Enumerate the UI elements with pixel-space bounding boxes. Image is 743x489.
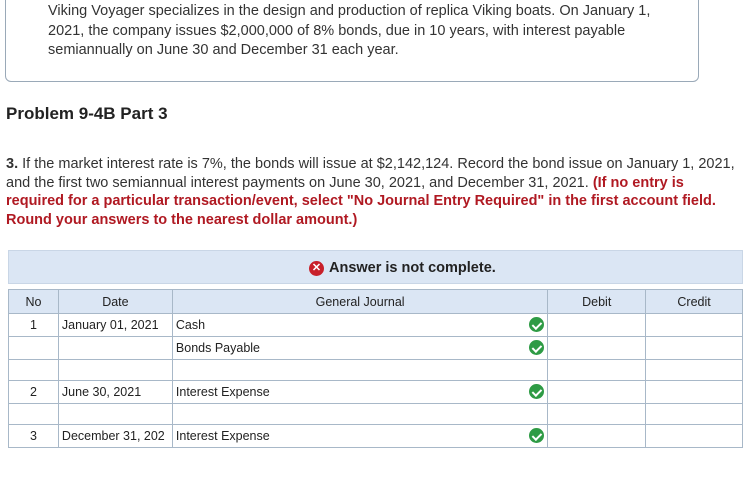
header-general-journal: General Journal [172, 290, 547, 314]
table-row [9, 381, 743, 404]
spacer-cell [9, 360, 59, 381]
credit-input[interactable] [646, 337, 743, 360]
account-name: Interest Expense [175, 429, 270, 443]
check-icon [529, 384, 544, 399]
spacer-cell [172, 404, 547, 425]
spacer-cell [9, 404, 59, 425]
debit-input[interactable] [548, 314, 646, 337]
check-icon [529, 317, 544, 332]
problem-title: Problem 9-4B Part 3 [6, 104, 168, 123]
question-instruction: (If no entry is required for a particular transaction/event, select "No Journal Entry Required" in the first account field. Round your answers to the nearest dollar amount.) [6, 174, 716, 228]
account-select[interactable] [172, 337, 547, 360]
answer-status-text: Answer is not complete. [329, 260, 496, 276]
table-spacer-row [9, 404, 743, 425]
date-select[interactable]: December 31, 202 [58, 425, 172, 448]
row-no: 1 [9, 314, 59, 337]
journal-header-row [9, 290, 743, 314]
header-date: Date [58, 290, 172, 314]
credit-input[interactable] [646, 314, 743, 337]
intro-text: Viking Voyager specializes in the design and production of replica Viking boats. On January 1, 2021, the company issues $2,000,000 of 8% bonds, due in 10 years, with interest payable semiannually on June 30 and December 31 each year. [48, 3, 651, 58]
question-body: If the market interest rate is 7%, the bonds will issue at $2,142,124. Record the bond issue on January 1, 2021, and the first two semiannual interest payments on June 30, 2021, and December 31, 2021. [6, 156, 735, 191]
table-row [9, 425, 743, 448]
spacer-cell [646, 404, 743, 425]
debit-input[interactable] [548, 337, 646, 360]
spacer-cell [58, 404, 172, 425]
journal-table [8, 289, 743, 448]
x-circle-icon: ✕ [309, 261, 324, 276]
account-select[interactable] [172, 425, 547, 448]
spacer-cell [172, 360, 547, 381]
spacer-cell [548, 404, 646, 425]
table-spacer-row [9, 360, 743, 381]
credit-input[interactable] [646, 425, 743, 448]
row-no: 3 [9, 425, 59, 448]
check-icon [529, 428, 544, 443]
date-select[interactable]: January 01, 2021 [58, 314, 172, 337]
table-row [9, 314, 743, 337]
account-select[interactable] [172, 381, 547, 404]
question-text [6, 155, 741, 229]
header-credit: Credit [646, 290, 743, 314]
account-name: Interest Expense [175, 385, 270, 399]
header-no: No [9, 290, 59, 314]
check-icon [529, 340, 544, 355]
answer-status [309, 260, 496, 276]
spacer-cell [646, 360, 743, 381]
question-number: 3. [6, 156, 19, 172]
account-name: Cash [175, 318, 206, 332]
account-name: Bonds Payable [175, 341, 260, 355]
spacer-cell [58, 360, 172, 381]
row-no: 2 [9, 381, 59, 404]
header-debit: Debit [548, 290, 646, 314]
debit-input[interactable] [548, 425, 646, 448]
row-no [9, 337, 59, 360]
date-select[interactable]: June 30, 2021 [58, 381, 172, 404]
account-select[interactable] [172, 314, 547, 337]
spacer-cell [548, 360, 646, 381]
credit-input[interactable] [646, 381, 743, 404]
debit-input[interactable] [548, 381, 646, 404]
date-select[interactable] [58, 337, 172, 360]
table-row [9, 337, 743, 360]
